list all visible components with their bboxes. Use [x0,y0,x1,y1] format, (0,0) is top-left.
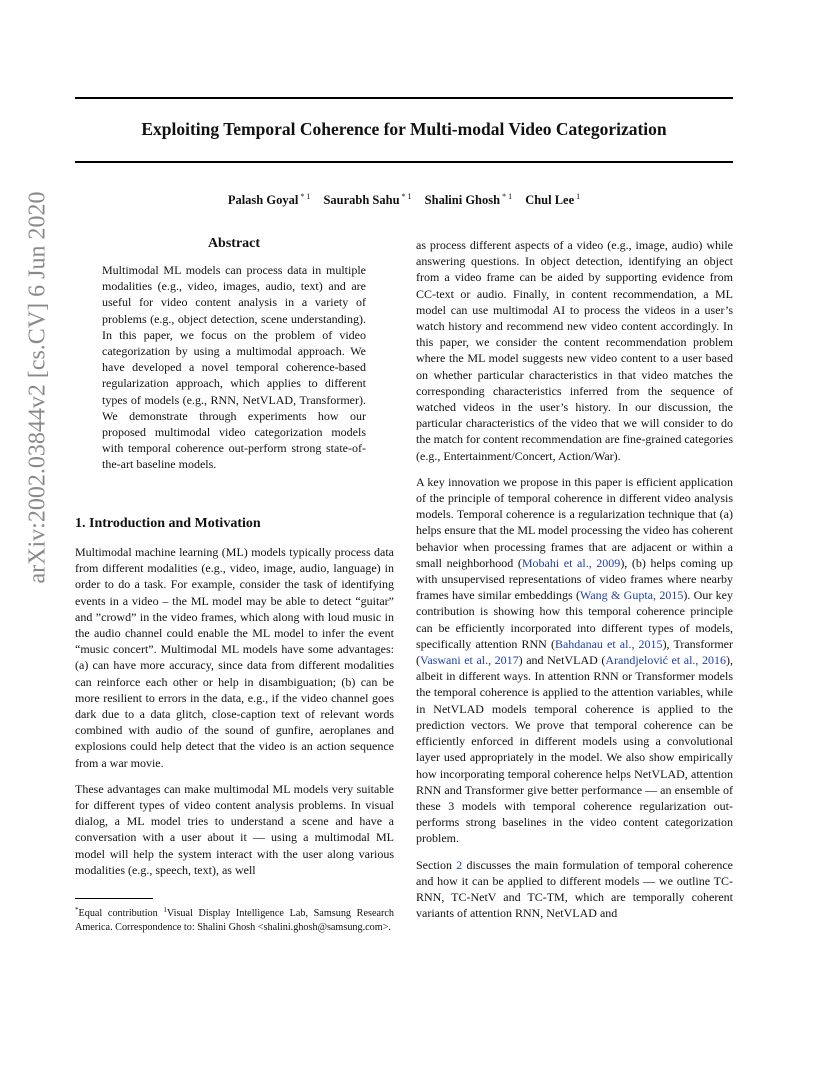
author-affiliation-mark: * 1 [502,192,513,201]
author [425,193,512,207]
author-affiliation-mark: 1 [576,192,581,201]
citation-link[interactable]: Mobahi et al., 2009 [521,555,621,570]
intro-paragraph-4 [416,474,733,847]
abstract-text: Multimodal ML models can process data in multiple modalities (e.g., video, images, audio, text) and are useful for video content analysis in a variety of problems (e.g., object detection, scene understanding). In this paper, we focus on the problem of video categorization by using a multimodal approach. We have developed a novel temporal coherence-based regularization approach, which applies to different types of models (e.g., RNN, NetVLAD, Transformer). We demonstrate through experiments how our proposed multimodal video categorization models with temporal coherence out-perform strong state-of-the-art baseline models. [102,263,366,472]
author [228,193,311,207]
paragraph-text: ), Transformer ( [416,636,733,668]
abstract-heading: Abstract [207,236,261,251]
author-name: Palash Goyal [227,193,299,207]
author-name: Chul Lee [525,193,575,207]
author-name: Shalini Ghosh [424,193,501,207]
author-list [75,192,733,208]
author [525,193,580,207]
section-heading: 1. Introduction and Motivation [75,516,261,531]
footnote [75,903,394,935]
footnote-rule [75,898,153,899]
footnote-text: Visual Display Intelligence Lab, Samsung Research America. Correspondence to: Shalini Ghosh <shalini.ghosh@samsung.com>. [75,908,394,933]
paragraph-text: A key innovation we propose in this paper is efficient application of the principle of temporal coherence in different video analysis models. Temporal coherence is a regularization technique that (a) helps ensure that the ML model processing the video has coherent behavior when processing frames that are adjacent or within a small neighborhood ( [416,474,733,570]
author-name: Saurabh Sahu [323,193,400,207]
paragraph-text: ). Our key contribution is showing how this temporal coherence principle can be efficiently incorporated into different types of models, specifically attention RNN ( [416,588,734,651]
author-affiliation-mark: * 1 [401,192,412,201]
intro-paragraph-5 [416,857,733,922]
intro-paragraph-1: Multimodal machine learning (ML) models typically process data from different modalities (e.g., video, image, audio, language) in order to do a task. For example, consider the task of identifying events in a video – the ML model may be able to detect “guitar” and ”crowd” in the video frames, which along with loud music in the audio channel could enable the ML model to infer the event “music concert”. Multimodal ML models have some advantages: (a) can have more accuracy, since data from different modalities can reinforce each other or help in disambiguation; (b) can be more resilient to errors in the data, e.g., if the video channel goes dark due to a data glitch, close-caption text of relevant words combined with audio of the sound of gunfire, aeroplanes and explosions could help detect that the video is an action sequence from a war movie. [75,545,394,770]
title-bottom-rule [75,161,733,163]
intro-paragraph-3: as process different aspects of a video (e.g., image, audio) while answering questions. In object detection, identifying an object from a video frame can be aided by supporting evidence from CC-text or audio. Finally, in content recommendation, a ML model can use multimodal AI to process the videos in a user’s watch history and recommend new video content accordingly. In this paper, we consider the content recommendation problem where the ML model suggests new video content to a user based on whether particular characteristics in that video matches the corresponding characteristics inferred from the sequence of watched videos in the user’s history. In our discussion, the particular characteristics of the video that we will consider to do the match for content recommendation are fine-grained categories (e.g., Entertainment/Concert, Action/War). [416,238,733,463]
paragraph-text: Section [416,857,457,872]
paragraph-text: ), (b) helps coming up with unsupervised representations of video frames where nearby frames have similar embeddings ( [416,555,734,603]
citation-link[interactable]: Arandjelović et al., 2016 [605,653,726,668]
citation-link[interactable]: Vaswani et al., 2017 [420,653,519,668]
footnote-mark: 1 [163,906,167,914]
paragraph-text: ), albeit in different ways. In attention RNN or Transformer models the temporal coherence is applied to the attention variables, while in NetVLAD models temporal coherence is applied to the prediction vectors. We prove that temporal coherence can be efficiently enforced in different models using a convolutional layer used appropriately in the model. We also show empirically how incorporating temporal coherence helps NetVLAD, attention RNN and Transformer give better performance — an ensemble of these 3 models with temporal coherence regularization out-performs strong baselines in the video content categorization problem. [416,653,733,846]
arxiv-identifier: arXiv:2002.03844v2 [cs.CV] 6 Jun 2020 [24,191,51,583]
author-affiliation-mark: * 1 [300,192,311,201]
paragraph-text: discusses the main formulation of temporal coherence and how it can be applied to different models — we outline TC-RNN, TC-NetV and TC-TM, which are temporally coherent variants of attention RNN, NetVLAD and [416,857,733,921]
paragraph-text: ) and NetVLAD ( [518,653,606,668]
author [323,193,411,207]
paper-title: Exploiting Temporal Coherence for Multi-modal Video Categorization [141,119,667,139]
arxiv-sidebar-stamp [3,191,73,583]
footnote-mark: * [75,906,79,914]
citation-link[interactable]: Bahdanau et al., 2015 [554,636,663,651]
section-link[interactable]: 2 [456,857,463,872]
intro-paragraph-2: These advantages can make multimodal ML models very suitable for different types of video content analysis problems. In visual dialog, a ML model tries to understand a scene and have a conversation with a user about it — using a multimodal ML model will help the system interact with the user along various modalities (e.g., speech, text), as well [75,781,394,877]
footnote-text: Equal contribution [78,908,164,919]
left-column [75,544,394,888]
right-column [416,237,733,931]
title-top-rule [75,97,733,99]
citation-link[interactable]: Wang & Gupta, 2015 [579,588,684,603]
